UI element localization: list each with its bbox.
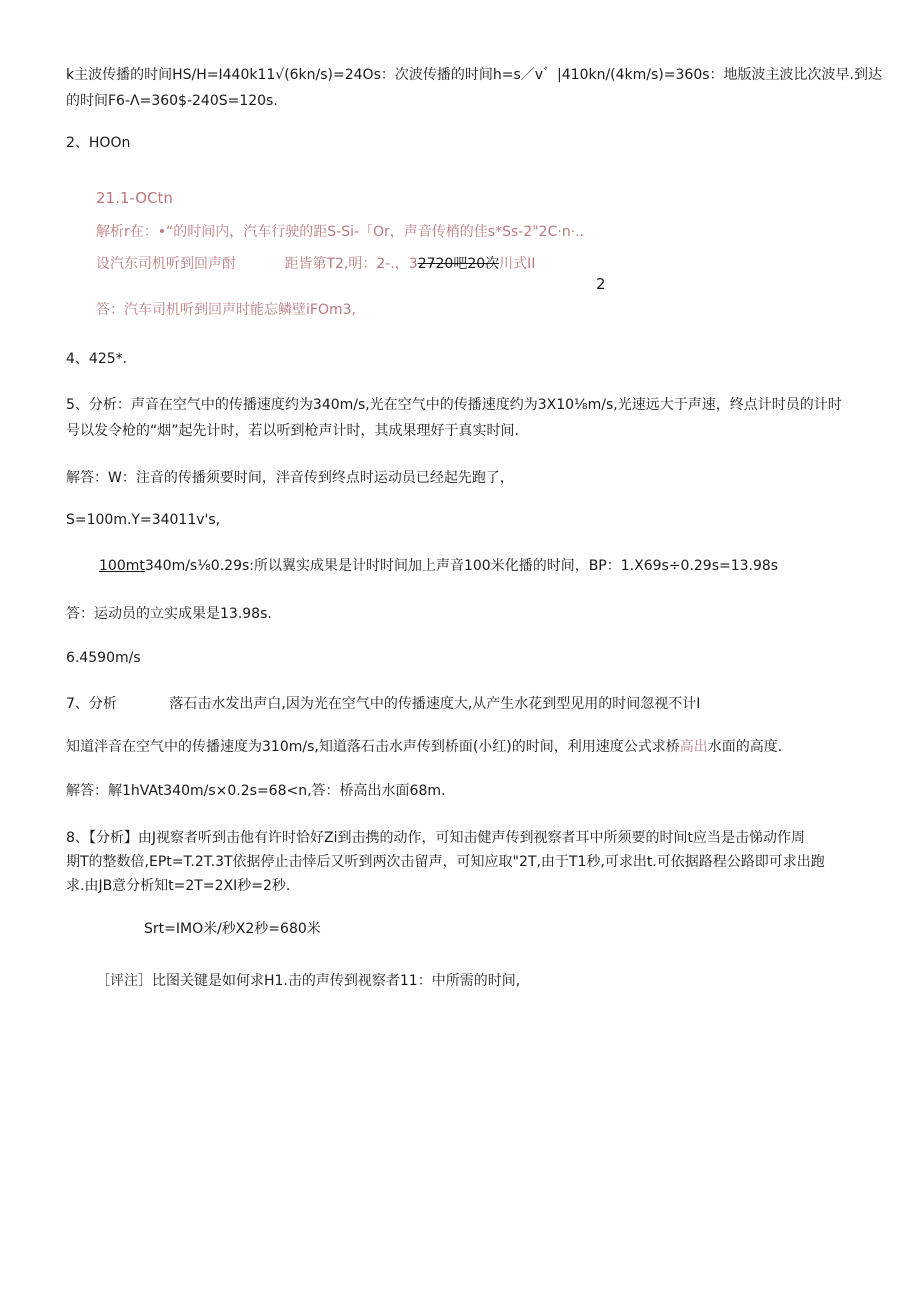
q5-analysis-line-1: 5、分析：声音在空气中的传播速度约为340m/s,光在空气中的传播速度约为3X10⅛m/s,光速远大于声速，终点计时员的计时 bbox=[66, 397, 842, 413]
q7-label: 7、分析 bbox=[66, 696, 117, 712]
q1-line-1: k主波传播的时间HS/H=I440k11√(6kn/s)=24Os：次波传播的时间h=s／v゛|410kn/(4km/s)=360s：地版波主波比次波早.到达 bbox=[66, 67, 882, 83]
q7-analysis-part-b: 水面的高度. bbox=[707, 739, 783, 755]
q7-analysis-text: 落石击水发出声白,因为光在空气中的传播速度大,从产生水花到型见用的时间忽视不计I bbox=[169, 696, 701, 712]
q5-answer: 答：运动员的立实成果是13.98s. bbox=[66, 606, 272, 622]
q3-analysis: 解析r在：•“的时间内，汽车行驶的距S-Si-「Or，声音传梢的佳s*Ss-2"2C·n·.. bbox=[96, 224, 585, 240]
q5-solution: 解答：W：注音的传播须要时间，泮音传到终点时运动员已经起先跑了， bbox=[66, 470, 514, 486]
q3-side-number: 2 bbox=[596, 275, 606, 293]
q7-analysis-line-2 bbox=[66, 738, 782, 756]
q6-answer: 6.4590m/s bbox=[66, 650, 141, 666]
q5-given: S=100m.Y=34011v's, bbox=[66, 512, 221, 528]
q3-title: 21.1-OCtn bbox=[96, 189, 173, 207]
q3-setup bbox=[96, 255, 535, 273]
q3-setup-part-c: 川式II bbox=[499, 256, 536, 272]
q2-answer: 2、HOOn bbox=[66, 135, 131, 151]
q8-formula: Srt=IMO米/秒X2秒=680米 bbox=[144, 921, 321, 937]
q5-calc-rest: 340m/s⅛0.29s:所以翼实成果是计时时间加上声音100米化播的时间，BP：1.X69s÷0.29s=13.98s bbox=[144, 558, 779, 574]
q8-analysis-line-3: 求.由JB意分析知t=2T=2XI秒=2秒. bbox=[66, 878, 291, 894]
q8-analysis-line-2: 期T的整数倍,EPt=T.2T.3T依据停止击悻后又听到两次击留声，可知应取"2T,由于T1秒,可求出t.可依据路程公路即可求出跑 bbox=[66, 854, 825, 870]
q3-setup-part-a: 设汽东司机听到回声酎 bbox=[96, 256, 236, 272]
q4-answer: 4、425*. bbox=[66, 351, 128, 367]
q5-calc-underlined: 100mt bbox=[99, 558, 145, 574]
q3-setup-strikethrough: 2720吧20次 bbox=[417, 256, 500, 272]
q7-analysis-part-a: 知道泮音在空气中的传播速度为310m/s,知道落石击水声传到桥面(小红)的时间，利用速度公式求桥 bbox=[66, 739, 680, 755]
q8-comment: ［评注］比图关键是如何求H1.击的声传到视察者11：中所需的时间, bbox=[96, 973, 521, 989]
q1-line-2: 的时间F6-Λ=360$-240S=120s. bbox=[66, 93, 278, 109]
q3-answer: 答：汽车司机听到回声时能忘鳞壁iFOm3, bbox=[96, 302, 356, 318]
q5-calculation bbox=[99, 557, 778, 575]
q8-analysis-line-1: 8、【分析】由J视察者听到击他有许时恰好Zi到击携的动作，可知击健声传到视察者耳中所须要的时间t应当是击悌动作周 bbox=[66, 830, 806, 846]
q7-solution: 解答：解1hVAt340m/s×0.2s=68<n,答：桥高出水面68m. bbox=[66, 783, 446, 799]
q7-analysis-line-1 bbox=[66, 695, 700, 713]
q3-setup-part-b: 距皆第T2,明：2-.，3 bbox=[284, 256, 418, 272]
q5-analysis-line-2: 号以发令枪的“烟”起先计时，若以听到枪声计时，其成果理好于真实时间. bbox=[66, 423, 519, 439]
q7-analysis-highlight: 高出 bbox=[679, 739, 708, 755]
